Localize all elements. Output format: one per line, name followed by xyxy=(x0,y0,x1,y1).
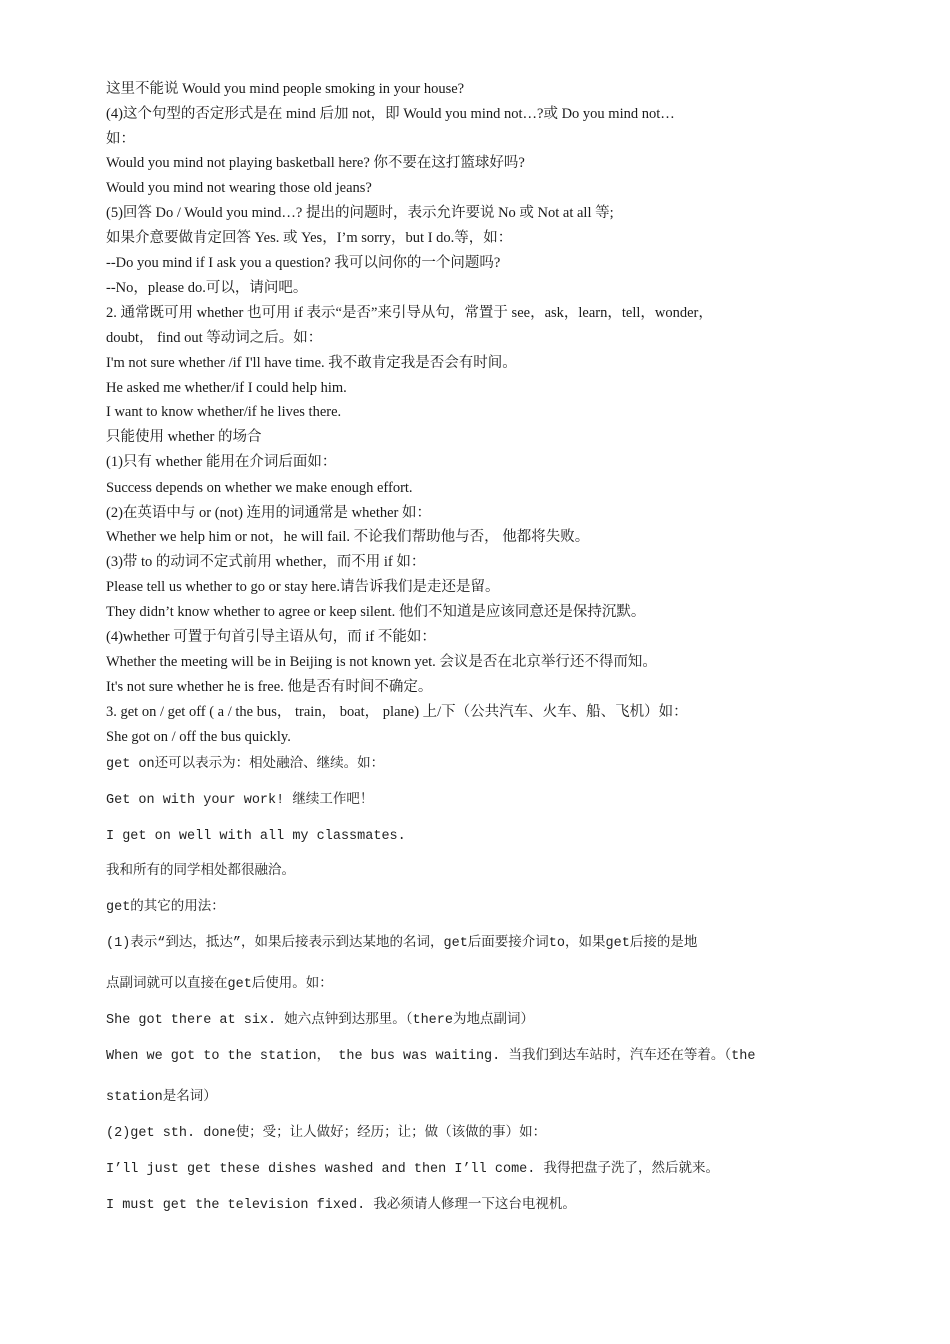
text-line: Get on with your work! 继续工作吧！ xyxy=(106,793,374,808)
text-line: station是名词） xyxy=(106,1090,217,1105)
text-line: (5)回答 Do / Would you mind…? 提出的问题时，表示允许要说 No 或 Not at all 等; xyxy=(106,205,614,221)
text-line: I get on well with all my classmates. xyxy=(106,829,406,844)
text-line: 2. 通常既可用 whether 也可用 if 表示“是否”来引导从句，常置于 see，ask，learn，tell，wonder， xyxy=(106,305,713,321)
text-line: She got there at six. 她六点钟到达那里。（there为地点副词） xyxy=(106,1013,534,1028)
text-line: They didn’t know whether to agree or keep silent. 他们不知道是应该同意还是保持沉默。 xyxy=(106,604,646,620)
text-line: --No，please do.可以，请问吧。 xyxy=(106,280,308,296)
text-line: 点副词就可以直接在get后使用。如： xyxy=(106,977,333,992)
text-line: Please tell us whether to go or stay here.请告诉我们是走还是留。 xyxy=(106,579,500,595)
text-line: doubt， find out 等动词之后。如： xyxy=(106,330,323,346)
text-line: Whether the meeting will be in Beijing is not known yet. 会议是否在北京举行还不得而知。 xyxy=(106,654,657,670)
text-line: (2)get sth. done使；受；让人做好；经历；让；做（该做的事）如： xyxy=(106,1126,547,1141)
text-line: (3)带 to 的动词不定式前用 whether，而不用 if 如： xyxy=(106,554,426,570)
text-line: 这里不能说 Would you mind people smoking in your house? xyxy=(106,81,465,97)
text-line: 如： xyxy=(106,131,135,147)
text-line: Whether we help him or not，he will fail. 不论我们帮助他与否， 他都将失败。 xyxy=(106,529,590,545)
text-line: She got on / off the bus quickly. xyxy=(106,729,291,745)
text-line: Success depends on whether we make enough effort. xyxy=(106,480,413,496)
text-line: I'm not sure whether /if I'll have time. 我不敢肯定我是否会有时间。 xyxy=(106,355,517,371)
text-line: (1)表示“到达，抵达”，如果后接表示到达某地的名词，get后面要接介词to，如果get后接的是地 xyxy=(106,936,698,951)
text-line: I’ll just get these dishes washed and then I’ll come. 我得把盘子洗了，然后就来。 xyxy=(106,1162,719,1177)
text-line: 我和所有的同学相处都很融洽。 xyxy=(106,864,295,879)
text-line: When we got to the station， the bus was waiting. 当我们到达车站时，汽车还在等着。（the xyxy=(106,1049,756,1064)
text-line: (4)whether 可置于句首引导主语从句，而 if 不能如： xyxy=(106,629,436,645)
text-line: 如果介意要做肯定回答 Yes. 或 Yes，I’m sorry，but I do.等，如： xyxy=(106,230,513,246)
text-line: get的其它的用法： xyxy=(106,900,225,915)
text-line: --Do you mind if I ask you a question? 我可以问你的一个问题吗? xyxy=(106,255,501,271)
text-line: He asked me whether/if I could help him. xyxy=(106,380,347,396)
text-line: 只能使用 whether 的场合 xyxy=(106,429,262,445)
text-line: (4)这个句型的否定形式是在 mind 后加 not，即 Would you mind not…?或 Do you mind not… xyxy=(106,106,675,122)
text-line: (1)只有 whether 能用在介词后面如： xyxy=(106,454,337,470)
text-line: I must get the television fixed. 我必须请人修理一下这台电视机。 xyxy=(106,1198,576,1213)
text-line: It's not sure whether he is free. 他是否有时间不确定。 xyxy=(106,679,433,695)
text-line: Would you mind not playing basketball here? 你不要在这打篮球好吗? xyxy=(106,155,525,171)
text-line: Would you mind not wearing those old jeans? xyxy=(106,180,372,196)
text-line: get on还可以表示为：相处融洽、继续。如： xyxy=(106,757,385,772)
text-line: I want to know whether/if he lives there. xyxy=(106,404,342,420)
text-line: 3. get on / get off ( a / the bus， train， boat， plane) 上/下（公共汽车、火车、船、飞机）如： xyxy=(106,704,688,720)
text-line: (2)在英语中与 or (not) 连用的词通常是 whether 如： xyxy=(106,505,431,521)
